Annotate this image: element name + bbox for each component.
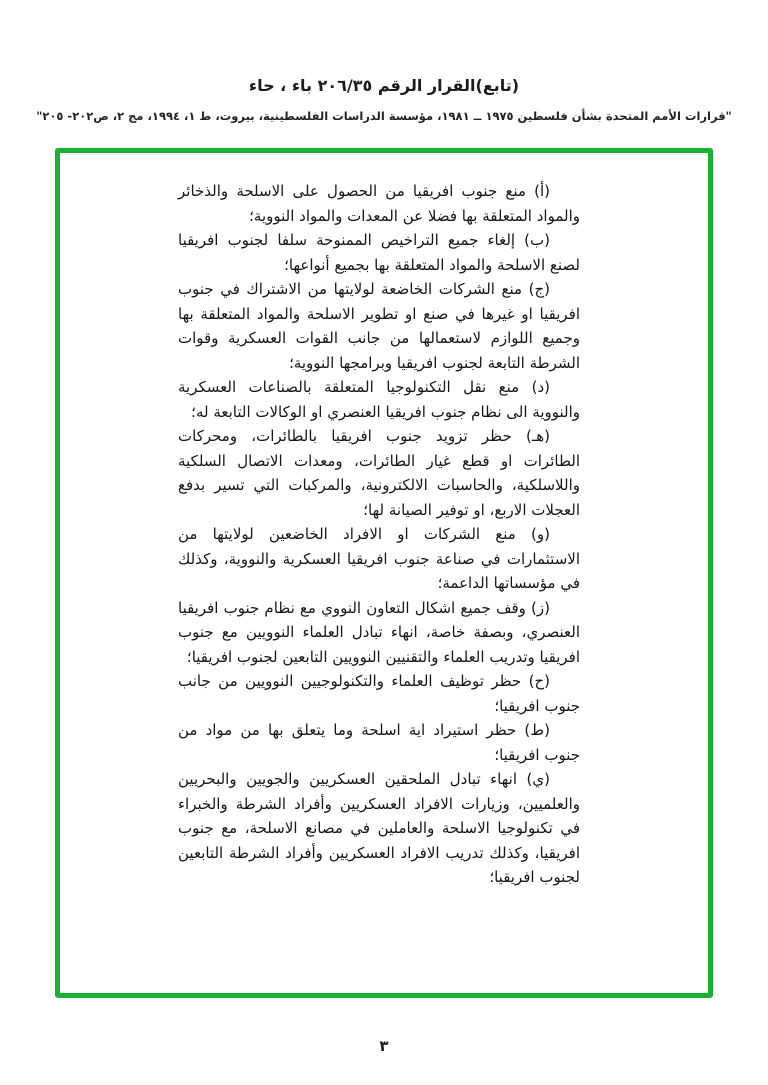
clauses-block xyxy=(178,179,580,890)
clause-paragraph-d xyxy=(178,375,580,424)
clause-marker: (و) xyxy=(531,525,550,543)
clause-paragraph-t xyxy=(178,718,580,767)
clause-text: وقف جميع اشكال التعاون النووي مع نظام جنوب افريقيا العنصري، وبصفة خاصة، انهاء تبادل العلماء النوويين مع جنوب افريقيا وتدريب العلماء والتقنيين النوويين التابعين لجنوب افريقيا؛ xyxy=(178,598,580,666)
clause-text: منع جنوب افريقيا من الحصول على الاسلحة والذخائر والمواد المتعلقة بها فضلا عن المعدات والمواد النووية؛ xyxy=(178,182,580,225)
clause-marker: (ج) xyxy=(528,280,550,298)
content-frame xyxy=(55,148,713,998)
clause-paragraph-y xyxy=(178,767,580,890)
clause-text: حظر استيراد اية اسلحة وما يتعلق بها من مواد من جنوب افريقيا؛ xyxy=(178,721,580,764)
clause-text: منع الشركات او الافراد الخاضعين لولايتها من الاستثمارات في صناعة جنوب افريقيا العسكرية والنووية، وكذلك في مؤسساتها الداعمة؛ xyxy=(178,525,580,592)
clause-marker: (ز) xyxy=(531,598,550,617)
clause-paragraph-w xyxy=(178,522,580,596)
page-number: ٣ xyxy=(379,1037,389,1055)
clause-text: حظر تزويد جنوب افريقيا بالطائرات، ومحركات الطائرات او قطع غيار الطائرات، ومعدات الاتصال السلكية واللاسلكية، والحاسبات الالكترونية، والمركبات التي تسير بدفع العجلات الاربع، او توفير الصيانة لها؛ xyxy=(178,427,580,519)
clause-marker: (ح) xyxy=(528,672,550,690)
clause-marker: (د) xyxy=(531,378,550,396)
clause-paragraph-b xyxy=(178,228,580,277)
clause-text: منع الشركات الخاضعة لولايتها من الاشتراك في جنوب افريقيا او غيرها في صنع او تطوير الاسلحة والمواد المتعلقة بها وجميع اللوازم لاستعمالها من جانب القوات العسكرية وقوات الشرطة التابعة لجنوب افريقيا وبرامجها النووية؛ xyxy=(178,280,580,372)
clause-marker: (ي) xyxy=(526,770,550,788)
clause-paragraph-h xyxy=(178,424,580,522)
clause-text: منع نقل التكنولوجيا المتعلقة بالصناعات العسكرية والنووية الى نظام جنوب افريقيا العنصري او الوكالات التابعة له؛ xyxy=(178,378,580,421)
clause-text: انهاء تبادل الملحقين العسكريين والجويين والبحريين والعلميين، وزيارات الافراد العسكريين وأفراد الشرطة والخبراء في تكنولوجيا الاسلحة والعاملين في مصانع الاسلحة، مع جنوب افريقيا، وكذلك تدريب الافراد العسكريين وأفراد الشرطة التابعين لجنوب افريقيا؛ xyxy=(178,770,580,886)
clause-paragraph-z xyxy=(178,596,580,670)
clause-marker: (ط) xyxy=(524,721,550,739)
clause-marker: (هـ) xyxy=(525,427,550,445)
source-citation: "قرارات الأمم المتحدة بشأن فلسطين ١٩٧٥ ــ ١٩٨١، مؤسسة الدراسات الفلسطينية، بيروت، ط ١، ١٩٩٤، مج ٢، ص٢٠٢- ٢٠٥" xyxy=(36,109,732,123)
clause-marker: (ب) xyxy=(524,231,550,249)
clause-text: حظر توظيف العلماء والتكنولوجيين النوويين من جانب جنوب افريقيا؛ xyxy=(178,672,580,715)
resolution-title: (تابع)القرار الرقم ٢٠٦/٣٥ باء ، حاء xyxy=(248,76,520,95)
clause-paragraph-a xyxy=(178,179,580,228)
clause-text: إلغاء جميع التراخيص الممنوحة سلفا لجنوب افريقيا لصنع الاسلحة والمواد المتعلقة بها بجميع أنواعها؛ xyxy=(178,231,580,274)
clause-paragraph-hh xyxy=(178,669,580,718)
clause-paragraph-j xyxy=(178,277,580,375)
clause-marker: (أ) xyxy=(534,182,550,200)
